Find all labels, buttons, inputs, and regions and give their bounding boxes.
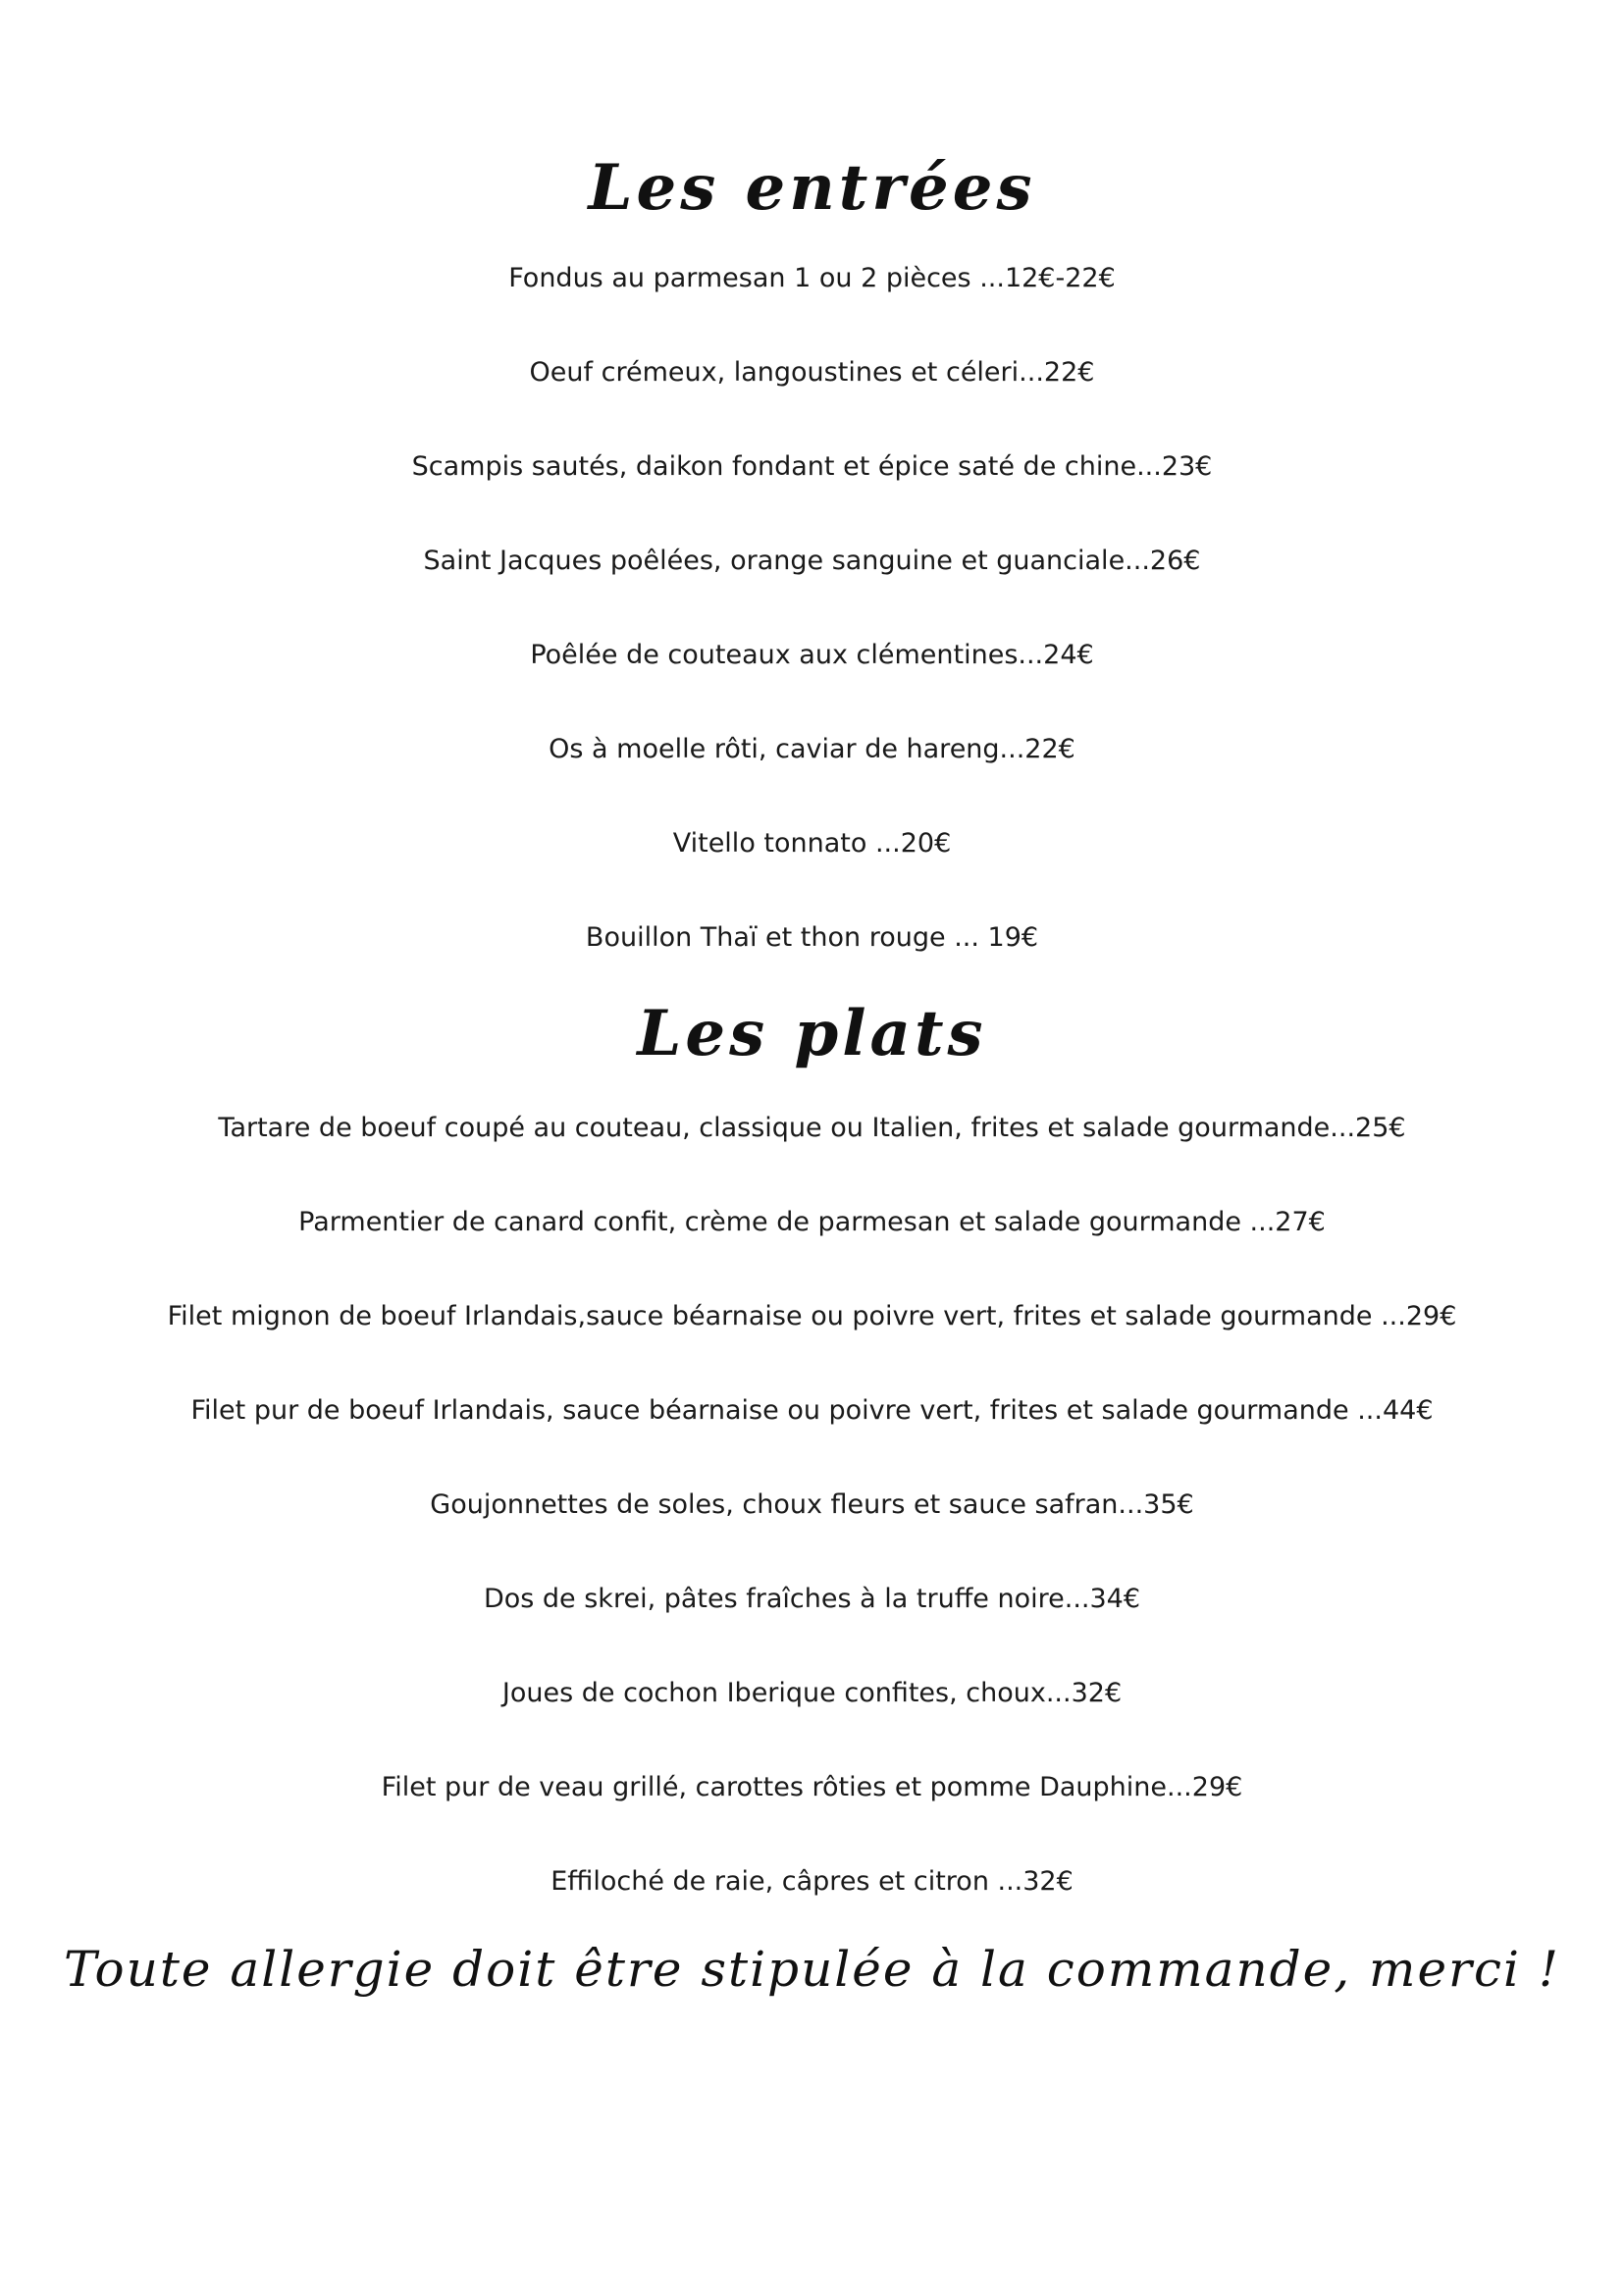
menu-item: Bouillon Thaï et thon rouge ... 19€ [585, 922, 1039, 953]
menu-item: Joues de cochon Iberique confites, choux...32€ [501, 1678, 1123, 1708]
plats-list [0, 1107, 1624, 1955]
menu-item: Filet pur de veau grillé, carottes rôties et pomme Dauphine...29€ [381, 1772, 1243, 1802]
menu-item: Parmentier de canard confit, crème de parmesan et salade gourmande ...27€ [298, 1207, 1326, 1237]
menu-item: Fondus au parmesan 1 ou 2 pièces ...12€-22€ [508, 263, 1116, 293]
menu-item: Dos de skrei, pâtes fraîches à la truffe noire...34€ [483, 1584, 1141, 1614]
entrees-list [0, 257, 1624, 1011]
menu-item: Tartare de boeuf coupé au couteau, classique ou Italien, frites et salade gourmande...25€ [218, 1113, 1406, 1143]
menu-item: Scampis sautés, daikon fondant et épice saté de chine...23€ [411, 451, 1213, 482]
menu-item: Vitello tonnato ...20€ [672, 828, 952, 859]
menu-item: Poêlée de couteaux aux clémentines...24€ [530, 640, 1094, 670]
menu-item: Saint Jacques poêlées, orange sanguine et guanciale...26€ [423, 546, 1201, 576]
allergy-note: Toute allergie doit être stipulée à la commande, merci ! [64, 1941, 1560, 1998]
menu-item: Filet mignon de boeuf Irlandais,sauce béarnaise ou poivre vert, frites et salade gourmande ...29€ [167, 1301, 1457, 1331]
menu-item: Filet pur de boeuf Irlandais, sauce béarnaise ou poivre vert, frites et salade gourmande ...44€ [190, 1395, 1434, 1426]
menu-item: Effiloché de raie, câpres et citron ...32€ [550, 1866, 1074, 1897]
section-title-plats: Les plats [637, 997, 987, 1070]
section-title-entrees: Les entrées [588, 151, 1036, 225]
menu-item: Os à moelle rôti, caviar de hareng...22€ [549, 734, 1075, 764]
menu-item: Oeuf crémeux, langoustines et céleri...22€ [529, 357, 1095, 388]
menu-item: Goujonnettes de soles, choux fleurs et sauce safran...35€ [430, 1489, 1194, 1520]
